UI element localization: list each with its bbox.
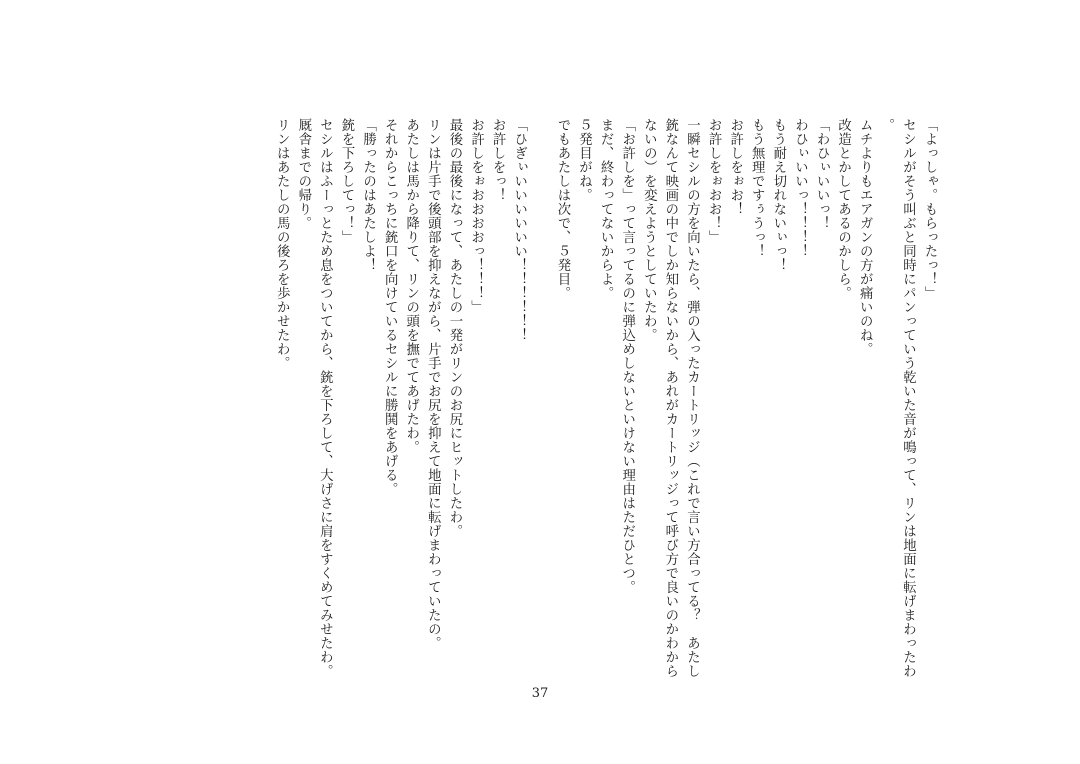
text-line: それからこっちに銃口を向けているセシルに勝鬨をあげる。 xyxy=(382,118,398,496)
text-line: ５発目がね。 xyxy=(576,118,592,202)
text-line: あたしは馬から降りて、リンの頭を撫でてあげたわ。 xyxy=(403,118,419,454)
text-line: 厩舎までの帰り。 xyxy=(295,118,311,230)
text-line: でもあたしは次で、５発目。 xyxy=(554,118,570,300)
text-line: リンは片手で後頭部を抑えながら、片手でお尻を抑えて地面に転げまわっていたの。 xyxy=(425,118,441,650)
text-line: ムチよりもエアガンの方が痛いのね。 xyxy=(857,118,873,356)
text-line: お許しをっ！ xyxy=(490,118,506,202)
text-line: 改造とかしてあるのかしら。 xyxy=(835,118,851,300)
text-line: 「よっしゃ。もらったっ！」 xyxy=(922,118,937,300)
page-number: 37 xyxy=(531,686,549,701)
text-line: もう耐え切れないぃっ！ xyxy=(770,118,786,272)
text-line: もう無理ですぅうっ！ xyxy=(749,118,765,258)
text-line: お許しをぉお！ xyxy=(727,118,743,216)
text-line: セシルがそう叫ぶと同時にパンっていう乾いた音が鳴って、リンは地面に転げまわったわ。 xyxy=(878,118,916,678)
text-line: リンはあたしの馬の後ろを歩かせたわ。 xyxy=(274,118,290,370)
text-line: 「勝ったのはあたしよ！ xyxy=(360,118,376,272)
text-line: 「ひぎぃいいいいいい！！！！！！ xyxy=(511,118,527,342)
text-line: 「わひぃいいっ！ xyxy=(814,118,830,230)
text-line: 「お許しを」って言ってるのに弾込めしないといけない理由はただひとつ。 xyxy=(619,118,635,594)
text-line: 銃を下ろしてっ！」 xyxy=(338,118,354,244)
text-line: わひぃいいっ！！！！ xyxy=(792,118,808,258)
text-line: セシルはふーっとため息をついてから、銃を下ろして、大げさに肩をすくめてみせたわ。 xyxy=(317,118,333,678)
vertical-text-body xyxy=(271,118,940,678)
blank-line xyxy=(530,118,552,128)
text-line: お許しをぉおお！」 xyxy=(706,118,722,244)
text-line: お許しをぉおおおおっ！！！」 xyxy=(468,118,484,314)
text-line: まだ、終わってないからよ。 xyxy=(598,118,614,300)
text-line: 最後の最後になって、あたしの一発がリンのお尻にヒットしたわ。 xyxy=(446,118,462,538)
text-line: 一瞬セシルの方を向いたら、弾の入ったカートリッジ（これで言い方合ってる？ あたし銃なんて映画の中でしか知らないから、あれがカートリッジって呼び方で良いのかわからないの）を変えようとしていたわ。 xyxy=(641,118,700,678)
